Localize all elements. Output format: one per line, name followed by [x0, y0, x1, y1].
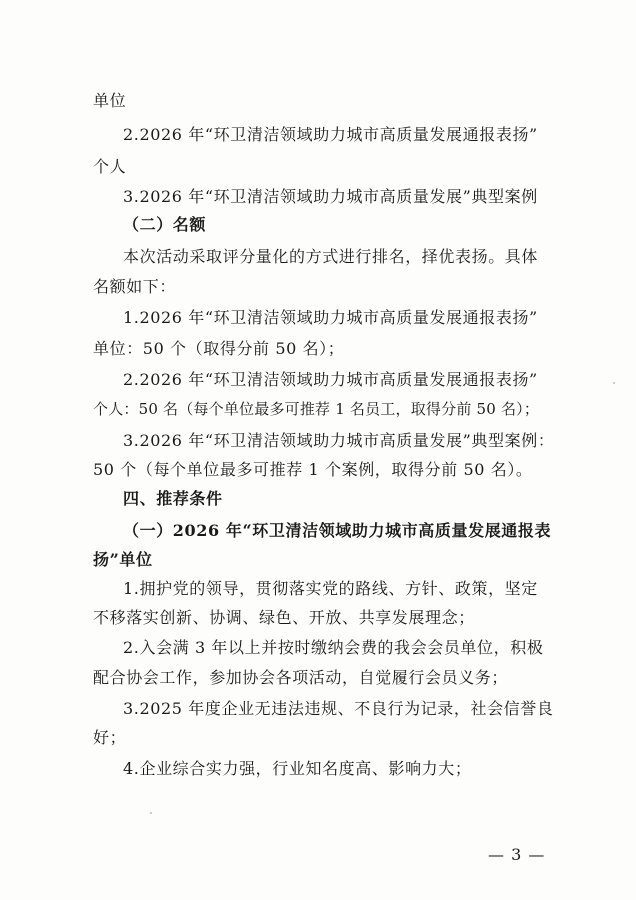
text-line-item-2: 2.2026 年“环卫清洁领域助力城市高质量发展通报表扬”	[123, 125, 538, 144]
text-line-intro-cont: 名额如下：	[93, 277, 177, 296]
scan-speck	[150, 812, 152, 814]
text-line-cond-4: 4.企业综合实力强，行业知名度高、影响力大；	[123, 759, 472, 778]
scan-speck	[613, 382, 615, 384]
text-line-quota-3-cont: 50 个（每个单位最多可推荐 1 个案例，取得分前 50 名）。	[93, 460, 533, 479]
text-line-intro: 本次活动采取评分量化的方式进行排名，择优表扬。具体	[123, 247, 539, 266]
subsection-heading-unit-cont: 扬”单位	[93, 550, 153, 569]
text-line-unit-cont: 单位	[93, 91, 127, 110]
section-heading-conditions: 四、推荐条件	[123, 489, 223, 508]
page-number: — 3 —	[488, 845, 546, 864]
text-line-person-cont: 个人	[93, 157, 127, 176]
text-line-quota-1: 1.2026 年“环卫清洁领域助力城市高质量发展通报表扬”	[123, 308, 538, 327]
text-line-cond-2-cont: 配合协会工作，参加协会各项活动，自觉履行会员义务；	[93, 668, 509, 687]
text-line-quota-2: 2.2026 年“环卫清洁领域助力城市高质量发展通报表扬”	[123, 370, 538, 389]
text-line-cond-3-cont: 好；	[93, 728, 127, 747]
text-line-quota-3: 3.2026 年“环卫清洁领域助力城市高质量发展”典型案例：	[123, 431, 555, 450]
text-line-cond-1-cont: 不移落实创新、协调、绿色、开放、共享发展理念；	[93, 608, 475, 627]
text-line-cond-2: 2.入会满 3 年以上并按时缴纳会费的我会会员单位，积极	[123, 638, 544, 657]
text-line-quota-2-cont: 个人：50 名（每个单位最多可推荐 1 名员工，取得分前 50 名）；	[93, 400, 540, 418]
text-line-cond-3: 3.2025 年度企业无违法违规、不良行为记录，社会信誉良	[123, 699, 554, 718]
subsection-heading-unit: （一）2026 年“环卫清洁领域助力城市高质量发展通报表	[123, 521, 552, 540]
text-line-quota-1-cont: 单位：50 个（取得分前 50 名）；	[93, 339, 345, 358]
section-heading-quota: （二）名额	[123, 215, 207, 234]
text-line-cond-1: 1.拥护党的领导，贯彻落实党的路线、方针、政策，坚定	[123, 579, 538, 598]
text-line-item-3: 3.2026 年“环卫清洁领域助力城市高质量发展”典型案例	[123, 187, 538, 206]
